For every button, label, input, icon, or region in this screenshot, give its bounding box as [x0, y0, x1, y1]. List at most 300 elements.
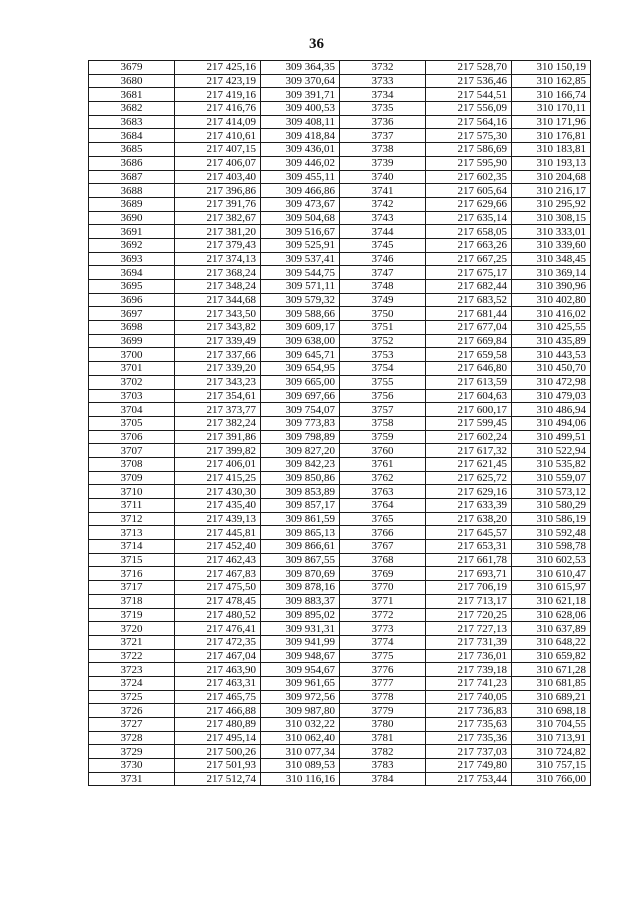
y-coordinate-cell: 310 032,22: [261, 718, 340, 732]
table-row: [89, 389, 591, 403]
point-number-cell: 3776: [340, 663, 426, 677]
y-coordinate-cell: 310 580,29: [512, 499, 591, 513]
table-row: [89, 718, 591, 732]
point-number-cell: 3710: [89, 485, 175, 499]
x-coordinate-cell: 217 406,07: [175, 156, 261, 170]
y-coordinate-cell: 310 089,53: [261, 759, 340, 773]
y-coordinate-cell: 310 704,55: [512, 718, 591, 732]
table-row: [89, 457, 591, 471]
table-row: [89, 184, 591, 198]
point-number-cell: 3747: [340, 266, 426, 280]
table-row: [89, 512, 591, 526]
x-coordinate-cell: 217 739,18: [426, 663, 512, 677]
point-number-cell: 3742: [340, 197, 426, 211]
x-coordinate-cell: 217 736,01: [426, 649, 512, 663]
point-number-cell: 3695: [89, 280, 175, 294]
x-coordinate-cell: 217 452,40: [175, 540, 261, 554]
y-coordinate-cell: 310 681,85: [512, 676, 591, 690]
y-coordinate-cell: 309 436,01: [261, 143, 340, 157]
y-coordinate-cell: 309 861,59: [261, 512, 340, 526]
y-coordinate-cell: 309 878,16: [261, 581, 340, 595]
y-coordinate-cell: 309 579,32: [261, 293, 340, 307]
point-number-cell: 3685: [89, 143, 175, 157]
y-coordinate-cell: 309 754,07: [261, 403, 340, 417]
point-number-cell: 3734: [340, 88, 426, 102]
x-coordinate-cell: 217 604,63: [426, 389, 512, 403]
table-row: [89, 690, 591, 704]
y-coordinate-cell: 309 370,64: [261, 74, 340, 88]
y-coordinate-cell: 310 621,18: [512, 594, 591, 608]
y-coordinate-cell: 310 573,12: [512, 485, 591, 499]
point-number-cell: 3775: [340, 649, 426, 663]
point-number-cell: 3712: [89, 512, 175, 526]
y-coordinate-cell: 310 472,98: [512, 375, 591, 389]
x-coordinate-cell: 217 381,20: [175, 225, 261, 239]
point-number-cell: 3691: [89, 225, 175, 239]
y-coordinate-cell: 309 408,11: [261, 115, 340, 129]
table-row: [89, 772, 591, 786]
x-coordinate-cell: 217 435,40: [175, 499, 261, 513]
coordinates-table: [88, 60, 591, 786]
table-row: [89, 61, 591, 75]
table-row: [89, 608, 591, 622]
y-coordinate-cell: 309 446,02: [261, 156, 340, 170]
table-row: [89, 540, 591, 554]
point-number-cell: 3706: [89, 430, 175, 444]
table-row: [89, 143, 591, 157]
x-coordinate-cell: 217 379,43: [175, 238, 261, 252]
point-number-cell: 3748: [340, 280, 426, 294]
y-coordinate-cell: 309 853,89: [261, 485, 340, 499]
y-coordinate-cell: 310 183,81: [512, 143, 591, 157]
point-number-cell: 3709: [89, 471, 175, 485]
y-coordinate-cell: 310 416,02: [512, 307, 591, 321]
table-row: [89, 416, 591, 430]
y-coordinate-cell: 309 961,65: [261, 676, 340, 690]
y-coordinate-cell: 310 390,96: [512, 280, 591, 294]
x-coordinate-cell: 217 500,26: [175, 745, 261, 759]
point-number-cell: 3687: [89, 170, 175, 184]
x-coordinate-cell: 217 536,46: [426, 74, 512, 88]
x-coordinate-cell: 217 735,36: [426, 731, 512, 745]
x-coordinate-cell: 217 339,49: [175, 334, 261, 348]
x-coordinate-cell: 217 586,69: [426, 143, 512, 157]
x-coordinate-cell: 217 646,80: [426, 362, 512, 376]
y-coordinate-cell: 310 586,19: [512, 512, 591, 526]
y-coordinate-cell: 309 883,37: [261, 594, 340, 608]
y-coordinate-cell: 309 827,20: [261, 444, 340, 458]
point-number-cell: 3778: [340, 690, 426, 704]
x-coordinate-cell: 217 344,68: [175, 293, 261, 307]
point-number-cell: 3727: [89, 718, 175, 732]
y-coordinate-cell: 310 425,55: [512, 321, 591, 335]
x-coordinate-cell: 217 391,76: [175, 197, 261, 211]
y-coordinate-cell: 310 559,07: [512, 471, 591, 485]
point-number-cell: 3716: [89, 567, 175, 581]
point-number-cell: 3783: [340, 759, 426, 773]
x-coordinate-cell: 217 740,05: [426, 690, 512, 704]
point-number-cell: 3698: [89, 321, 175, 335]
x-coordinate-cell: 217 430,30: [175, 485, 261, 499]
point-number-cell: 3746: [340, 252, 426, 266]
x-coordinate-cell: 217 467,83: [175, 567, 261, 581]
x-coordinate-cell: 217 633,39: [426, 499, 512, 513]
point-number-cell: 3774: [340, 635, 426, 649]
x-coordinate-cell: 217 475,50: [175, 581, 261, 595]
point-number-cell: 3784: [340, 772, 426, 786]
y-coordinate-cell: 310 522,94: [512, 444, 591, 458]
x-coordinate-cell: 217 727,13: [426, 622, 512, 636]
x-coordinate-cell: 217 635,14: [426, 211, 512, 225]
table-row: [89, 635, 591, 649]
point-number-cell: 3753: [340, 348, 426, 362]
point-number-cell: 3719: [89, 608, 175, 622]
y-coordinate-cell: 309 504,68: [261, 211, 340, 225]
point-number-cell: 3714: [89, 540, 175, 554]
point-number-cell: 3737: [340, 129, 426, 143]
y-coordinate-cell: 310 170,11: [512, 102, 591, 116]
y-coordinate-cell: 310 369,14: [512, 266, 591, 280]
table-row: [89, 252, 591, 266]
y-coordinate-cell: 310 615,97: [512, 581, 591, 595]
point-number-cell: 3722: [89, 649, 175, 663]
point-number-cell: 3720: [89, 622, 175, 636]
point-number-cell: 3764: [340, 499, 426, 513]
y-coordinate-cell: 309 941,99: [261, 635, 340, 649]
x-coordinate-cell: 217 396,86: [175, 184, 261, 198]
y-coordinate-cell: 310 698,18: [512, 704, 591, 718]
y-coordinate-cell: 309 473,67: [261, 197, 340, 211]
x-coordinate-cell: 217 683,52: [426, 293, 512, 307]
table-row: [89, 704, 591, 718]
point-number-cell: 3749: [340, 293, 426, 307]
point-number-cell: 3700: [89, 348, 175, 362]
table-row: [89, 553, 591, 567]
table-row: [89, 676, 591, 690]
y-coordinate-cell: 309 638,00: [261, 334, 340, 348]
point-number-cell: 3708: [89, 457, 175, 471]
point-number-cell: 3752: [340, 334, 426, 348]
y-coordinate-cell: 309 455,11: [261, 170, 340, 184]
table-row: [89, 485, 591, 499]
point-number-cell: 3754: [340, 362, 426, 376]
y-coordinate-cell: 310 535,82: [512, 457, 591, 471]
table-row: [89, 238, 591, 252]
y-coordinate-cell: 309 931,31: [261, 622, 340, 636]
x-coordinate-cell: 217 629,16: [426, 485, 512, 499]
point-number-cell: 3713: [89, 526, 175, 540]
table-row: [89, 430, 591, 444]
point-number-cell: 3705: [89, 416, 175, 430]
y-coordinate-cell: 310 171,96: [512, 115, 591, 129]
y-coordinate-cell: 310 766,00: [512, 772, 591, 786]
y-coordinate-cell: 310 162,85: [512, 74, 591, 88]
point-number-cell: 3730: [89, 759, 175, 773]
y-coordinate-cell: 309 895,02: [261, 608, 340, 622]
x-coordinate-cell: 217 472,35: [175, 635, 261, 649]
x-coordinate-cell: 217 466,88: [175, 704, 261, 718]
y-coordinate-cell: 310 479,03: [512, 389, 591, 403]
x-coordinate-cell: 217 374,13: [175, 252, 261, 266]
point-number-cell: 3759: [340, 430, 426, 444]
table-row: [89, 334, 591, 348]
y-coordinate-cell: 309 665,00: [261, 375, 340, 389]
table-row: [89, 266, 591, 280]
point-number-cell: 3767: [340, 540, 426, 554]
x-coordinate-cell: 217 528,70: [426, 61, 512, 75]
y-coordinate-cell: 309 842,23: [261, 457, 340, 471]
table-row: [89, 471, 591, 485]
y-coordinate-cell: 310 062,40: [261, 731, 340, 745]
point-number-cell: 3688: [89, 184, 175, 198]
point-number-cell: 3755: [340, 375, 426, 389]
point-number-cell: 3704: [89, 403, 175, 417]
table-row: [89, 74, 591, 88]
x-coordinate-cell: 217 354,61: [175, 389, 261, 403]
y-coordinate-cell: 309 571,11: [261, 280, 340, 294]
x-coordinate-cell: 217 463,31: [175, 676, 261, 690]
x-coordinate-cell: 217 478,45: [175, 594, 261, 608]
x-coordinate-cell: 217 575,30: [426, 129, 512, 143]
point-number-cell: 3760: [340, 444, 426, 458]
point-number-cell: 3773: [340, 622, 426, 636]
x-coordinate-cell: 217 556,09: [426, 102, 512, 116]
x-coordinate-cell: 217 439,13: [175, 512, 261, 526]
table-row: [89, 622, 591, 636]
y-coordinate-cell: 310 757,15: [512, 759, 591, 773]
x-coordinate-cell: 217 544,51: [426, 88, 512, 102]
y-coordinate-cell: 309 525,91: [261, 238, 340, 252]
y-coordinate-cell: 310 671,28: [512, 663, 591, 677]
point-number-cell: 3741: [340, 184, 426, 198]
point-number-cell: 3689: [89, 197, 175, 211]
point-number-cell: 3680: [89, 74, 175, 88]
y-coordinate-cell: 310 077,34: [261, 745, 340, 759]
y-coordinate-cell: 309 516,67: [261, 225, 340, 239]
x-coordinate-cell: 217 602,35: [426, 170, 512, 184]
point-number-cell: 3699: [89, 334, 175, 348]
point-number-cell: 3726: [89, 704, 175, 718]
table-row: [89, 348, 591, 362]
table-row: [89, 88, 591, 102]
point-number-cell: 3745: [340, 238, 426, 252]
point-number-cell: 3765: [340, 512, 426, 526]
table-row: [89, 567, 591, 581]
x-coordinate-cell: 217 415,25: [175, 471, 261, 485]
y-coordinate-cell: 310 659,82: [512, 649, 591, 663]
y-coordinate-cell: 309 857,17: [261, 499, 340, 513]
point-number-cell: 3735: [340, 102, 426, 116]
x-coordinate-cell: 217 462,43: [175, 553, 261, 567]
point-number-cell: 3702: [89, 375, 175, 389]
y-coordinate-cell: 309 987,80: [261, 704, 340, 718]
x-coordinate-cell: 217 595,90: [426, 156, 512, 170]
point-number-cell: 3751: [340, 321, 426, 335]
x-coordinate-cell: 217 658,05: [426, 225, 512, 239]
x-coordinate-cell: 217 629,66: [426, 197, 512, 211]
x-coordinate-cell: 217 667,25: [426, 252, 512, 266]
x-coordinate-cell: 217 737,03: [426, 745, 512, 759]
y-coordinate-cell: 309 588,66: [261, 307, 340, 321]
table-row: [89, 759, 591, 773]
point-number-cell: 3721: [89, 635, 175, 649]
point-number-cell: 3768: [340, 553, 426, 567]
y-coordinate-cell: 309 798,89: [261, 430, 340, 444]
y-coordinate-cell: 309 544,75: [261, 266, 340, 280]
x-coordinate-cell: 217 337,66: [175, 348, 261, 362]
point-number-cell: 3763: [340, 485, 426, 499]
point-number-cell: 3736: [340, 115, 426, 129]
x-coordinate-cell: 217 495,14: [175, 731, 261, 745]
table-row: [89, 197, 591, 211]
x-coordinate-cell: 217 480,52: [175, 608, 261, 622]
y-coordinate-cell: 310 637,89: [512, 622, 591, 636]
y-coordinate-cell: 309 954,67: [261, 663, 340, 677]
y-coordinate-cell: 310 402,80: [512, 293, 591, 307]
point-number-cell: 3744: [340, 225, 426, 239]
point-number-cell: 3771: [340, 594, 426, 608]
table-row: [89, 129, 591, 143]
y-coordinate-cell: 310 333,01: [512, 225, 591, 239]
x-coordinate-cell: 217 419,16: [175, 88, 261, 102]
y-coordinate-cell: 309 537,41: [261, 252, 340, 266]
x-coordinate-cell: 217 706,19: [426, 581, 512, 595]
x-coordinate-cell: 217 480,89: [175, 718, 261, 732]
x-coordinate-cell: 217 600,17: [426, 403, 512, 417]
point-number-cell: 3725: [89, 690, 175, 704]
y-coordinate-cell: 309 697,66: [261, 389, 340, 403]
y-coordinate-cell: 310 443,53: [512, 348, 591, 362]
point-number-cell: 3694: [89, 266, 175, 280]
table-row: [89, 499, 591, 513]
point-number-cell: 3711: [89, 499, 175, 513]
table-row: [89, 307, 591, 321]
y-coordinate-cell: 310 193,13: [512, 156, 591, 170]
x-coordinate-cell: 217 467,04: [175, 649, 261, 663]
point-number-cell: 3724: [89, 676, 175, 690]
point-number-cell: 3739: [340, 156, 426, 170]
y-coordinate-cell: 310 598,78: [512, 540, 591, 554]
x-coordinate-cell: 217 617,32: [426, 444, 512, 458]
point-number-cell: 3707: [89, 444, 175, 458]
table-row: [89, 731, 591, 745]
point-number-cell: 3728: [89, 731, 175, 745]
point-number-cell: 3732: [340, 61, 426, 75]
point-number-cell: 3758: [340, 416, 426, 430]
table-row: [89, 293, 591, 307]
x-coordinate-cell: 217 512,74: [175, 772, 261, 786]
y-coordinate-cell: 310 689,21: [512, 690, 591, 704]
x-coordinate-cell: 217 425,16: [175, 61, 261, 75]
coordinates-table-body: [89, 61, 591, 786]
y-coordinate-cell: 310 204,68: [512, 170, 591, 184]
table-row: [89, 156, 591, 170]
x-coordinate-cell: 217 476,41: [175, 622, 261, 636]
point-number-cell: 3756: [340, 389, 426, 403]
x-coordinate-cell: 217 736,83: [426, 704, 512, 718]
x-coordinate-cell: 217 753,44: [426, 772, 512, 786]
point-number-cell: 3750: [340, 307, 426, 321]
point-number-cell: 3683: [89, 115, 175, 129]
table-row: [89, 581, 591, 595]
x-coordinate-cell: 217 406,01: [175, 457, 261, 471]
x-coordinate-cell: 217 625,72: [426, 471, 512, 485]
x-coordinate-cell: 217 382,24: [175, 416, 261, 430]
x-coordinate-cell: 217 741,23: [426, 676, 512, 690]
x-coordinate-cell: 217 343,23: [175, 375, 261, 389]
x-coordinate-cell: 217 653,31: [426, 540, 512, 554]
x-coordinate-cell: 217 599,45: [426, 416, 512, 430]
x-coordinate-cell: 217 638,20: [426, 512, 512, 526]
x-coordinate-cell: 217 605,64: [426, 184, 512, 198]
table-row: [89, 362, 591, 376]
x-coordinate-cell: 217 659,58: [426, 348, 512, 362]
x-coordinate-cell: 217 731,39: [426, 635, 512, 649]
y-coordinate-cell: 310 499,51: [512, 430, 591, 444]
y-coordinate-cell: 310 610,47: [512, 567, 591, 581]
x-coordinate-cell: 217 677,04: [426, 321, 512, 335]
point-number-cell: 3715: [89, 553, 175, 567]
x-coordinate-cell: 217 735,63: [426, 718, 512, 732]
x-coordinate-cell: 217 501,93: [175, 759, 261, 773]
x-coordinate-cell: 217 681,44: [426, 307, 512, 321]
x-coordinate-cell: 217 414,09: [175, 115, 261, 129]
x-coordinate-cell: 217 407,15: [175, 143, 261, 157]
y-coordinate-cell: 310 308,15: [512, 211, 591, 225]
table-row: [89, 663, 591, 677]
point-number-cell: 3777: [340, 676, 426, 690]
y-coordinate-cell: 310 494,06: [512, 416, 591, 430]
point-number-cell: 3782: [340, 745, 426, 759]
y-coordinate-cell: 309 866,61: [261, 540, 340, 554]
y-coordinate-cell: 309 850,86: [261, 471, 340, 485]
y-coordinate-cell: 310 348,45: [512, 252, 591, 266]
point-number-cell: 3717: [89, 581, 175, 595]
x-coordinate-cell: 217 368,24: [175, 266, 261, 280]
x-coordinate-cell: 217 339,20: [175, 362, 261, 376]
table-row: [89, 170, 591, 184]
x-coordinate-cell: 217 749,80: [426, 759, 512, 773]
point-number-cell: 3780: [340, 718, 426, 732]
x-coordinate-cell: 217 602,24: [426, 430, 512, 444]
point-number-cell: 3718: [89, 594, 175, 608]
x-coordinate-cell: 217 463,90: [175, 663, 261, 677]
point-number-cell: 3772: [340, 608, 426, 622]
x-coordinate-cell: 217 663,26: [426, 238, 512, 252]
x-coordinate-cell: 217 410,61: [175, 129, 261, 143]
x-coordinate-cell: 217 373,77: [175, 403, 261, 417]
x-coordinate-cell: 217 621,45: [426, 457, 512, 471]
table-row: [89, 375, 591, 389]
x-coordinate-cell: 217 645,57: [426, 526, 512, 540]
y-coordinate-cell: 309 418,84: [261, 129, 340, 143]
x-coordinate-cell: 217 382,67: [175, 211, 261, 225]
y-coordinate-cell: 309 654,95: [261, 362, 340, 376]
table-row: [89, 280, 591, 294]
y-coordinate-cell: 310 295,92: [512, 197, 591, 211]
y-coordinate-cell: 310 116,16: [261, 772, 340, 786]
point-number-cell: 3690: [89, 211, 175, 225]
table-row: [89, 102, 591, 116]
table-row: [89, 225, 591, 239]
y-coordinate-cell: 309 867,55: [261, 553, 340, 567]
x-coordinate-cell: 217 693,71: [426, 567, 512, 581]
x-coordinate-cell: 217 416,76: [175, 102, 261, 116]
y-coordinate-cell: 309 972,56: [261, 690, 340, 704]
x-coordinate-cell: 217 403,40: [175, 170, 261, 184]
y-coordinate-cell: 310 166,74: [512, 88, 591, 102]
table-row: [89, 594, 591, 608]
